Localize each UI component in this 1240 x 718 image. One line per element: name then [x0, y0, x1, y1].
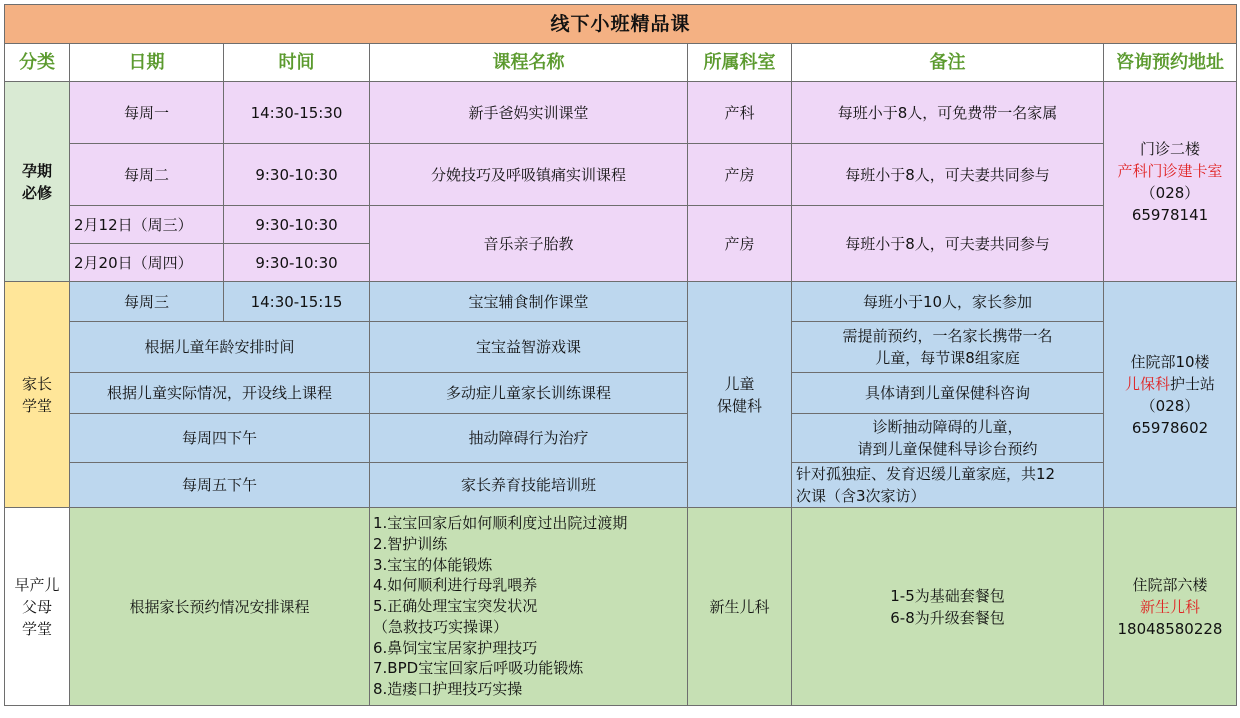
category-line: 学堂 — [21, 396, 52, 415]
table-row — [5, 414, 1237, 463]
time-cell: 9:30-10:30 — [224, 144, 370, 206]
course-cell: 音乐亲子胎教 — [370, 206, 688, 282]
header-address: 咨询预约地址 — [1104, 44, 1237, 82]
header-note: 备注 — [792, 44, 1104, 82]
course-cell: 家长养育技能培训班 — [370, 463, 688, 508]
table-row — [5, 82, 1237, 144]
datetime-cell: 每周五下午 — [70, 463, 370, 508]
table-row — [5, 206, 1237, 244]
note-cell — [792, 508, 1104, 706]
category-line: 学堂 — [21, 619, 52, 638]
list-item: 5.正确处理宝宝突发状况 — [373, 597, 538, 616]
list-item: 7.BPD宝宝回家后呼吸功能锻炼 — [373, 659, 584, 678]
note-line: 6-8为升级套餐包 — [890, 608, 1005, 627]
header-time: 时间 — [224, 44, 370, 82]
category-preemie-school — [5, 508, 70, 706]
table-row — [5, 463, 1237, 508]
note-line: 次课（含3次家访） — [796, 487, 926, 505]
note-cell — [792, 322, 1104, 373]
note-cell — [792, 414, 1104, 463]
category-line: 父母 — [21, 597, 52, 616]
list-item: 3.宝宝的体能锻炼 — [373, 555, 493, 574]
dept-line: 儿童 — [724, 374, 755, 393]
datetime-cell: 根据儿童实际情况，开设线上课程 — [70, 373, 370, 414]
list-item: 2.智护训练 — [373, 535, 448, 554]
list-item: 6.鼻饲宝宝居家护理技巧 — [373, 638, 538, 657]
note-line: 诊断抽动障碍的儿童， — [872, 418, 1023, 436]
date-cell: 2月20日（周四） — [70, 244, 224, 282]
note-cell — [792, 463, 1104, 508]
dept-cell: 新生儿科 — [688, 508, 792, 706]
dept-line: 保健科 — [716, 396, 762, 415]
note-line: 需提前预约，一名家长携带一名 — [842, 327, 1053, 345]
note-cell — [792, 282, 1104, 322]
datetime-cell: 根据儿童年龄安排时间 — [70, 322, 370, 373]
address-line: 护士站 — [1170, 374, 1216, 393]
note-line: 每班小于10人，家长参加 — [862, 292, 1033, 311]
note-line: 针对孤独症、发育迟缓儿童家庭，共12 — [796, 465, 1056, 483]
header-course: 课程名称 — [370, 44, 688, 82]
course-cell: 新手爸妈实训课堂 — [370, 82, 688, 144]
dept-cell: 产房 — [688, 144, 792, 206]
address-line: （028） — [1140, 183, 1200, 202]
table-row — [5, 508, 1237, 706]
date-cell: 每周三 — [70, 282, 224, 322]
course-schedule-table — [4, 4, 1237, 706]
dept-cell: 产科 — [688, 82, 792, 144]
list-item: 1.宝宝回家后如何顺利度过出院过渡期 — [373, 514, 628, 533]
category-line: 早产儿 — [14, 575, 60, 594]
header-dept: 所属科室 — [688, 44, 792, 82]
date-cell: 每周一 — [70, 82, 224, 144]
header-date: 日期 — [70, 44, 224, 82]
list-item: 4.如何顺利进行母乳喂养 — [373, 576, 538, 595]
address-line: （028） — [1140, 396, 1200, 415]
table-row — [5, 144, 1237, 206]
address-highlight: 儿保科 — [1124, 374, 1170, 393]
time-cell: 14:30-15:30 — [224, 82, 370, 144]
header-row — [5, 44, 1237, 82]
list-item: （急救技巧实操课） — [373, 617, 509, 636]
category-line: 家长 — [21, 374, 52, 393]
table-row — [5, 322, 1237, 373]
note-cell: 每班小于8人，可夫妻共同参与 — [792, 144, 1104, 206]
datetime-cell: 每周四下午 — [70, 414, 370, 463]
date-cell: 2月12日（周三） — [70, 206, 224, 244]
list-item: 8.造瘘口护理技巧实操 — [373, 679, 523, 698]
datetime-cell: 根据家长预约情况安排课程 — [70, 508, 370, 706]
course-cell: 宝宝辅食制作课堂 — [370, 282, 688, 322]
category-pregnancy — [5, 82, 70, 282]
address-highlight: 产科门诊建卡室 — [1117, 161, 1223, 180]
category-line: 孕期 — [21, 161, 52, 180]
phone-number: 18048580228 — [1117, 619, 1223, 638]
address-highlight: 新生儿科 — [1139, 597, 1200, 616]
address-cell — [1104, 508, 1237, 706]
address-cell — [1104, 282, 1237, 508]
dept-cell: 产房 — [688, 206, 792, 282]
dept-cell — [688, 282, 792, 508]
note-line: 儿童，每节课8组家庭 — [875, 349, 1020, 367]
time-cell: 9:30-10:30 — [224, 244, 370, 282]
note-cell: 每班小于8人，可夫妻共同参与 — [792, 206, 1104, 282]
table-row — [5, 373, 1237, 414]
note-line: 1-5为基础套餐包 — [890, 586, 1005, 605]
course-cell: 抽动障碍行为治疗 — [370, 414, 688, 463]
address-cell — [1104, 82, 1237, 282]
category-parent-school — [5, 282, 70, 508]
phone-number: 65978602 — [1131, 418, 1209, 437]
time-cell: 14:30-15:15 — [224, 282, 370, 322]
table-title: 线下小班精品课 — [5, 5, 1237, 44]
time-cell: 9:30-10:30 — [224, 206, 370, 244]
note-line: 具体请到儿童保健科咨询 — [864, 384, 1030, 402]
course-cell: 宝宝益智游戏课 — [370, 322, 688, 373]
address-line: 住院部六楼 — [1132, 575, 1208, 594]
table-row — [5, 282, 1237, 322]
date-cell: 每周二 — [70, 144, 224, 206]
address-line: 住院部10楼 — [1130, 352, 1210, 371]
category-line: 必修 — [21, 183, 52, 202]
note-line: 请到儿童保健科导诊台预约 — [857, 440, 1038, 458]
course-list — [370, 508, 688, 706]
phone-number: 65978141 — [1131, 205, 1209, 224]
title-row — [5, 5, 1237, 44]
header-category: 分类 — [5, 44, 70, 82]
note-cell: 每班小于8人，可免费带一名家属 — [792, 82, 1104, 144]
course-cell: 分娩技巧及呼吸镇痛实训课程 — [370, 144, 688, 206]
address-line: 门诊二楼 — [1139, 139, 1200, 158]
note-cell — [792, 373, 1104, 414]
course-cell: 多动症儿童家长训练课程 — [370, 373, 688, 414]
